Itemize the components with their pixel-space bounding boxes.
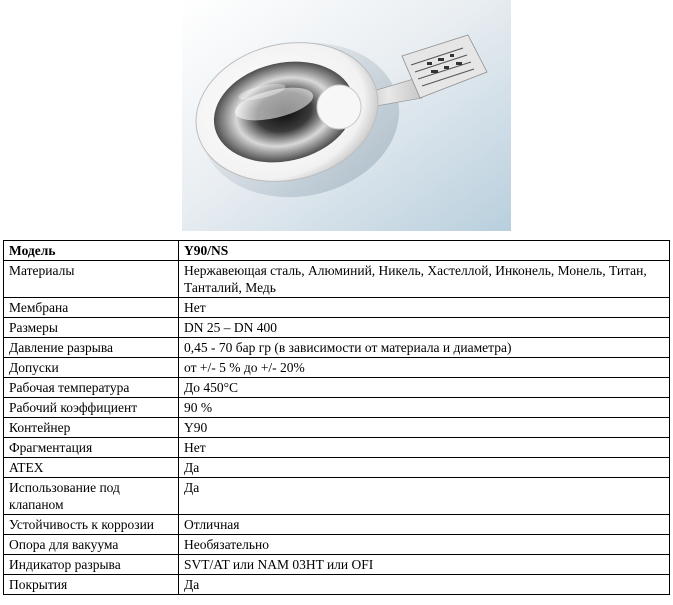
row-param: Размеры <box>4 318 179 338</box>
row-value: 0,45 - 70 бар гр (в зависимости от материала и диаметра) <box>179 338 670 358</box>
row-value: 90 % <box>179 398 670 418</box>
table-row <box>4 438 670 458</box>
row-param: Использование под клапаном <box>4 478 179 515</box>
table-row <box>4 318 670 338</box>
row-value: Да <box>179 458 670 478</box>
row-param: Покрытия <box>4 575 179 595</box>
table-row <box>4 378 670 398</box>
table-row <box>4 555 670 575</box>
row-value: Нет <box>179 438 670 458</box>
table-row <box>4 418 670 438</box>
table-row <box>4 338 670 358</box>
row-value: Нержавеющая сталь, Алюминий, Никель, Хастеллой, Инконель, Монель, Титан, Танталий, Медь <box>179 261 670 298</box>
table-row <box>4 458 670 478</box>
table-row <box>4 358 670 378</box>
row-param: Рабочий коэффициент <box>4 398 179 418</box>
row-value: Необязательно <box>179 535 670 555</box>
row-param: ATEX <box>4 458 179 478</box>
row-param: Мембрана <box>4 298 179 318</box>
table-header-row <box>4 241 670 261</box>
row-value: SVT/AT или NAM 03HT или OFI <box>179 555 670 575</box>
row-value: Отличная <box>179 515 670 535</box>
row-value: Нет <box>179 298 670 318</box>
table-row <box>4 298 670 318</box>
table-row <box>4 515 670 535</box>
header-value: Y90/NS <box>179 241 670 261</box>
row-param: Контейнер <box>4 418 179 438</box>
table-row <box>4 535 670 555</box>
row-value: Да <box>179 478 670 515</box>
table-row <box>4 261 670 298</box>
row-param: Устойчивость к коррозии <box>4 515 179 535</box>
row-param: Допуски <box>4 358 179 378</box>
row-value: Да <box>179 575 670 595</box>
row-param: Материалы <box>4 261 179 298</box>
table-row <box>4 478 670 515</box>
spec-table <box>3 240 670 595</box>
product-photo <box>182 0 511 231</box>
table-row <box>4 575 670 595</box>
row-param: Индикатор разрыва <box>4 555 179 575</box>
table-row <box>4 398 670 418</box>
row-value: Y90 <box>179 418 670 438</box>
header-param: Модель <box>4 241 179 261</box>
row-param: Опора для вакуума <box>4 535 179 555</box>
row-param: Фрагментация <box>4 438 179 458</box>
row-value: от +/- 5 % до +/- 20% <box>179 358 670 378</box>
row-value: До 450°C <box>179 378 670 398</box>
row-param: Давление разрыва <box>4 338 179 358</box>
row-value: DN 25 – DN 400 <box>179 318 670 338</box>
row-param: Рабочая температура <box>4 378 179 398</box>
